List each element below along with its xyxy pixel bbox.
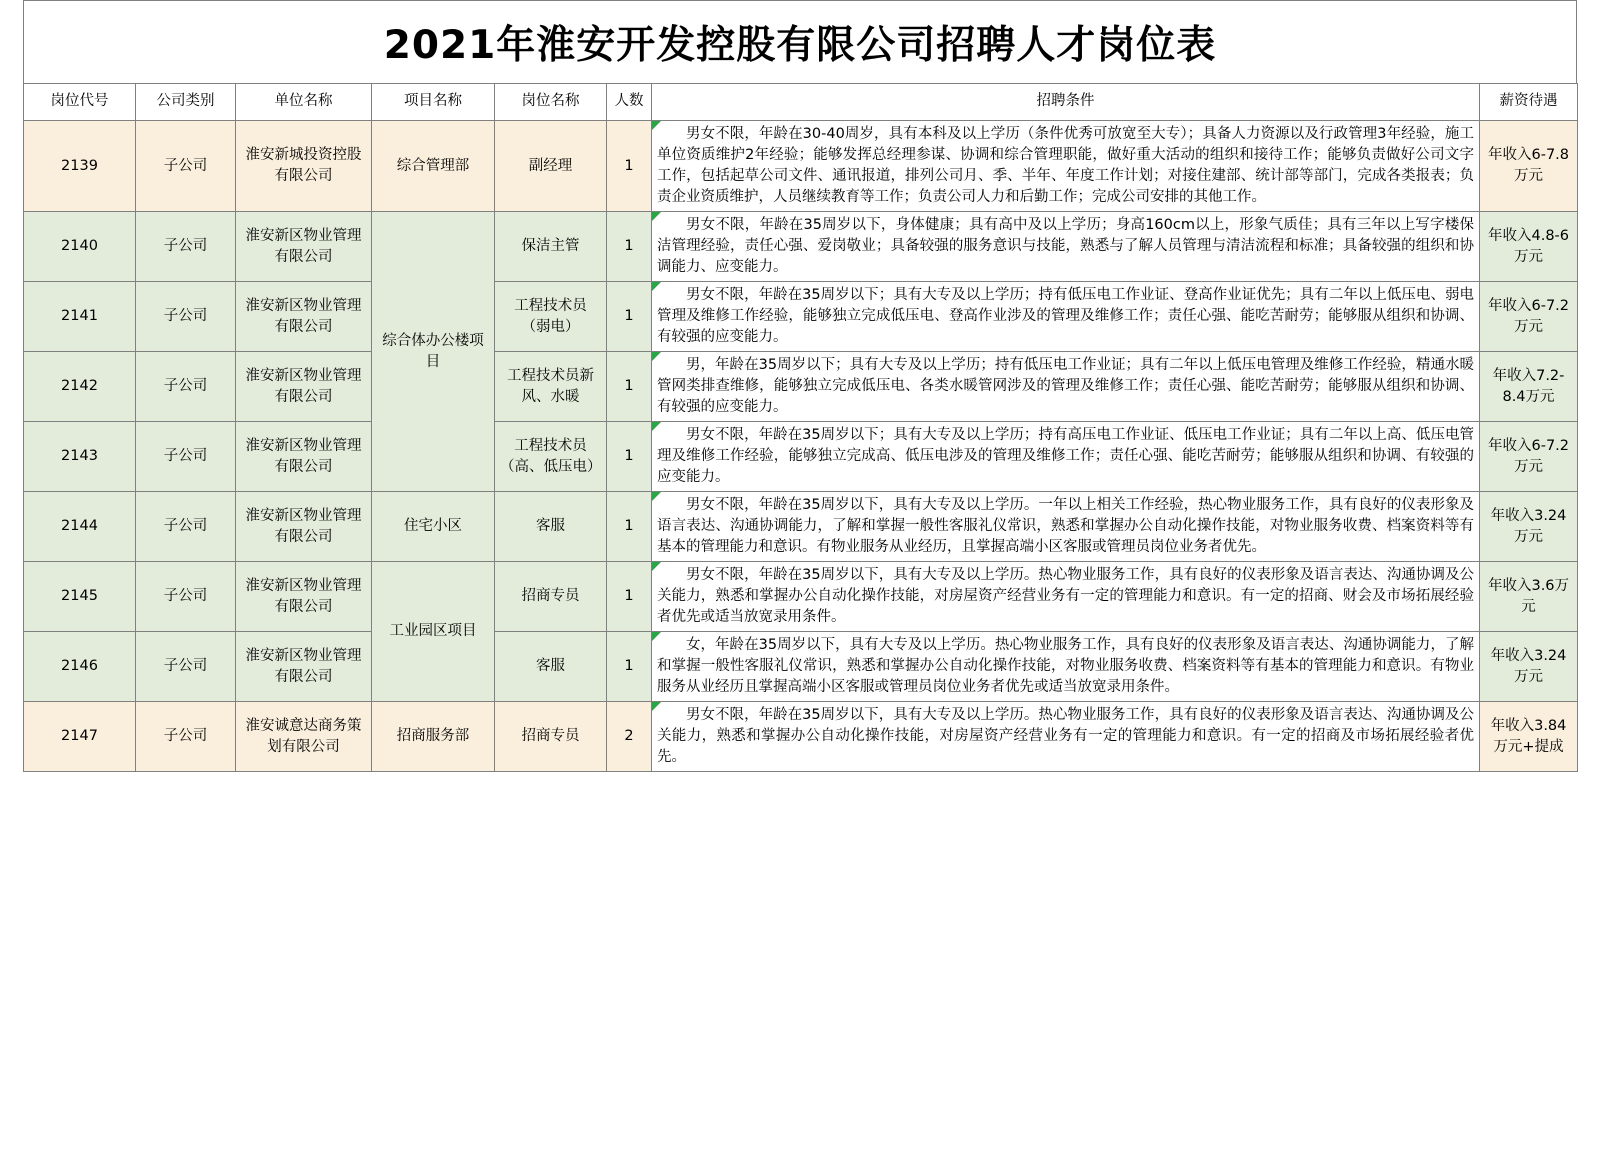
cell-code: 2142 — [24, 352, 136, 422]
table-row — [24, 632, 1578, 702]
condition-text: 男女不限，年龄在35周岁以下；具有大专及以上学历；持有低压电工作业证、登高作业证优先；具有二年以上低压电、弱电管理及维修工作经验，能够独立完成低压电、登高作业涉及的管理及维修工作；责任心强、能吃苦耐劳；能够服从组织和协调、有较强的应变能力。 — [657, 287, 1474, 346]
column-header-position: 岗位名称 — [495, 84, 607, 121]
cell-position: 招商专员 — [495, 562, 607, 632]
cell-company-type: 子公司 — [136, 121, 236, 212]
cell-condition — [652, 702, 1480, 772]
cell-unit: 淮安新区物业管理有限公司 — [236, 352, 372, 422]
condition-text: 女，年龄在35周岁以下，具有大专及以上学历。热心物业服务工作，具有良好的仪表形象及语言表达、沟通协调能力，了解和掌握一般性客服礼仪常识，熟悉和掌握办公自动化操作技能，对物业服务收费、档案资料等有基本的管理能力和意识。有物业服务从业经历且掌握高端小区客服或管理员岗位业务者优先或适当放宽录用条件。 — [657, 637, 1474, 696]
table-row — [24, 352, 1578, 422]
table-row — [24, 212, 1578, 282]
cell-position: 副经理 — [495, 121, 607, 212]
cell-unit: 淮安新区物业管理有限公司 — [236, 282, 372, 352]
cell-unit: 淮安新区物业管理有限公司 — [236, 632, 372, 702]
cell-count: 1 — [607, 492, 652, 562]
cell-code: 2140 — [24, 212, 136, 282]
cell-unit: 淮安诚意达商务策划有限公司 — [236, 702, 372, 772]
cell-code: 2145 — [24, 562, 136, 632]
cell-company-type: 子公司 — [136, 562, 236, 632]
cell-condition — [652, 352, 1480, 422]
cell-code: 2144 — [24, 492, 136, 562]
column-header-company-type: 公司类别 — [136, 84, 236, 121]
cell-count: 1 — [607, 562, 652, 632]
cell-code: 2143 — [24, 422, 136, 492]
cell-condition — [652, 282, 1480, 352]
comment-marker-icon — [652, 702, 661, 711]
cell-position: 保洁主管 — [495, 212, 607, 282]
cell-count: 1 — [607, 121, 652, 212]
cell-condition — [652, 121, 1480, 212]
cell-salary: 年收入3.84万元+提成 — [1480, 702, 1578, 772]
page-title: 2021年淮安开发控股有限公司招聘人才岗位表 — [383, 23, 1217, 68]
table-header-row — [24, 84, 1578, 121]
cell-code: 2147 — [24, 702, 136, 772]
cell-salary: 年收入6-7.8万元 — [1480, 121, 1578, 212]
condition-text: 男，年龄在35周岁以下；具有大专及以上学历；持有低压电工作业证；具有二年以上低压电管理及维修工作经验，精通水暖管网类排查维修，能够独立完成低压电、各类水暖管网涉及的管理及维修工作；责任心强、能吃苦耐劳；能够服从组织和协调、有较强的应变能力。 — [657, 357, 1474, 416]
column-header-salary: 薪资待遇 — [1480, 84, 1578, 121]
cell-position: 招商专员 — [495, 702, 607, 772]
cell-company-type: 子公司 — [136, 352, 236, 422]
cell-salary: 年收入4.8-6万元 — [1480, 212, 1578, 282]
cell-project: 综合管理部 — [372, 121, 495, 212]
table-row — [24, 562, 1578, 632]
cell-condition — [652, 212, 1480, 282]
column-header-count: 人数 — [607, 84, 652, 121]
cell-project: 住宅小区 — [372, 492, 495, 562]
cell-company-type: 子公司 — [136, 282, 236, 352]
cell-salary: 年收入3.24万元 — [1480, 492, 1578, 562]
table-row — [24, 422, 1578, 492]
cell-project: 招商服务部 — [372, 702, 495, 772]
cell-salary: 年收入6-7.2万元 — [1480, 422, 1578, 492]
comment-marker-icon — [652, 352, 661, 361]
column-header-project: 项目名称 — [372, 84, 495, 121]
column-header-condition: 招聘条件 — [652, 84, 1480, 121]
job-positions-table — [23, 83, 1578, 772]
cell-unit: 淮安新区物业管理有限公司 — [236, 212, 372, 282]
cell-salary: 年收入3.24万元 — [1480, 632, 1578, 702]
column-header-code: 岗位代号 — [24, 84, 136, 121]
cell-position: 工程技术员（高、低压电） — [495, 422, 607, 492]
spreadsheet-sheet — [23, 0, 1577, 772]
condition-text: 男女不限，年龄在35周岁以下，具有大专及以上学历。热心物业服务工作，具有良好的仪表形象及语言表达、沟通协调及公关能力，熟悉和掌握办公自动化操作技能，对房屋资产经营业务有一定的管理能力和意识。有一定的招商、财会及市场拓展经验者优先或适当放宽录用条件。 — [657, 567, 1474, 626]
cell-count: 1 — [607, 282, 652, 352]
cell-code: 2139 — [24, 121, 136, 212]
cell-unit: 淮安新区物业管理有限公司 — [236, 422, 372, 492]
cell-condition — [652, 562, 1480, 632]
cell-unit: 淮安新城投资控股有限公司 — [236, 121, 372, 212]
cell-condition — [652, 632, 1480, 702]
cell-project: 工业园区项目 — [372, 562, 495, 702]
comment-marker-icon — [652, 282, 661, 291]
column-header-unit: 单位名称 — [236, 84, 372, 121]
comment-marker-icon — [652, 562, 661, 571]
condition-text: 男女不限，年龄在30-40周岁，具有本科及以上学历（条件优秀可放宽至大专）；具备人力资源以及行政管理3年经验，施工单位资质维护2年经验；能够发挥总经理参谋、协调和综合管理职能，做好重大活动的组织和接待工作；能够负责做好公司文字工作，包括起草公司文件、通讯报道，排列公司月、季、半年、年度工作计划；对接住建部、统计部等部门，完成各类报表；负责企业资质维护，人员继续教育等工作；负责公司人力和后勤工作；完成公司安排的其他工作。 — [657, 126, 1474, 206]
table-row — [24, 121, 1578, 212]
table-row — [24, 492, 1578, 562]
cell-salary: 年收入6-7.2万元 — [1480, 282, 1578, 352]
comment-marker-icon — [652, 492, 661, 501]
cell-company-type: 子公司 — [136, 632, 236, 702]
cell-count: 2 — [607, 702, 652, 772]
comment-marker-icon — [652, 212, 661, 221]
cell-project: 综合体办公楼项目 — [372, 212, 495, 492]
cell-company-type: 子公司 — [136, 422, 236, 492]
cell-code: 2146 — [24, 632, 136, 702]
cell-position: 客服 — [495, 492, 607, 562]
cell-count: 1 — [607, 422, 652, 492]
table-row — [24, 702, 1578, 772]
cell-position: 工程技术员新风、水暖 — [495, 352, 607, 422]
table-row — [24, 282, 1578, 352]
comment-marker-icon — [652, 422, 661, 431]
cell-condition — [652, 492, 1480, 562]
cell-count: 1 — [607, 212, 652, 282]
cell-count: 1 — [607, 352, 652, 422]
cell-condition — [652, 422, 1480, 492]
cell-salary: 年收入7.2-8.4万元 — [1480, 352, 1578, 422]
cell-unit: 淮安新区物业管理有限公司 — [236, 562, 372, 632]
condition-text: 男女不限，年龄在35周岁以下，具有大专及以上学历。一年以上相关工作经验，热心物业服务工作，具有良好的仪表形象及语言表达、沟通协调能力，了解和掌握一般性客服礼仪常识，熟悉和掌握办公自动化操作技能，对物业服务收费、档案资料等有基本的管理能力和意识。有物业服务从业经历，且掌握高端小区客服或管理员岗位业务者优先。 — [657, 497, 1474, 556]
cell-position: 工程技术员（弱电） — [495, 282, 607, 352]
comment-marker-icon — [652, 121, 661, 130]
cell-position: 客服 — [495, 632, 607, 702]
cell-company-type: 子公司 — [136, 492, 236, 562]
cell-count: 1 — [607, 632, 652, 702]
cell-company-type: 子公司 — [136, 212, 236, 282]
document-title-row — [23, 0, 1577, 83]
cell-unit: 淮安新区物业管理有限公司 — [236, 492, 372, 562]
condition-text: 男女不限，年龄在35周岁以下，具有大专及以上学历。热心物业服务工作，具有良好的仪表形象及语言表达、沟通协调及公关能力，熟悉和掌握办公自动化操作技能，对房屋资产经营业务有一定的管理能力和意识。有一定的招商及市场拓展经验者优先。 — [657, 707, 1474, 766]
comment-marker-icon — [652, 632, 661, 641]
cell-salary: 年收入3.6万元 — [1480, 562, 1578, 632]
cell-code: 2141 — [24, 282, 136, 352]
condition-text: 男女不限，年龄在35周岁以下，身体健康；具有高中及以上学历；身高160cm以上，形象气质佳；具有三年以上写字楼保洁管理经验，责任心强、爱岗敬业；具备较强的服务意识与技能，熟悉与了解人员管理与清洁流程和标准；具备较强的组织和协调能力、应变能力。 — [657, 217, 1474, 276]
cell-company-type: 子公司 — [136, 702, 236, 772]
condition-text: 男女不限，年龄在35周岁以下；具有大专及以上学历；持有高压电工作业证、低压电工作业证；具有二年以上高、低压电管理及维修工作经验，能够独立完成高、低压电涉及的管理及维修工作；责任心强、能吃苦耐劳；能够服从组织和协调、有较强的应变能力。 — [657, 427, 1474, 486]
